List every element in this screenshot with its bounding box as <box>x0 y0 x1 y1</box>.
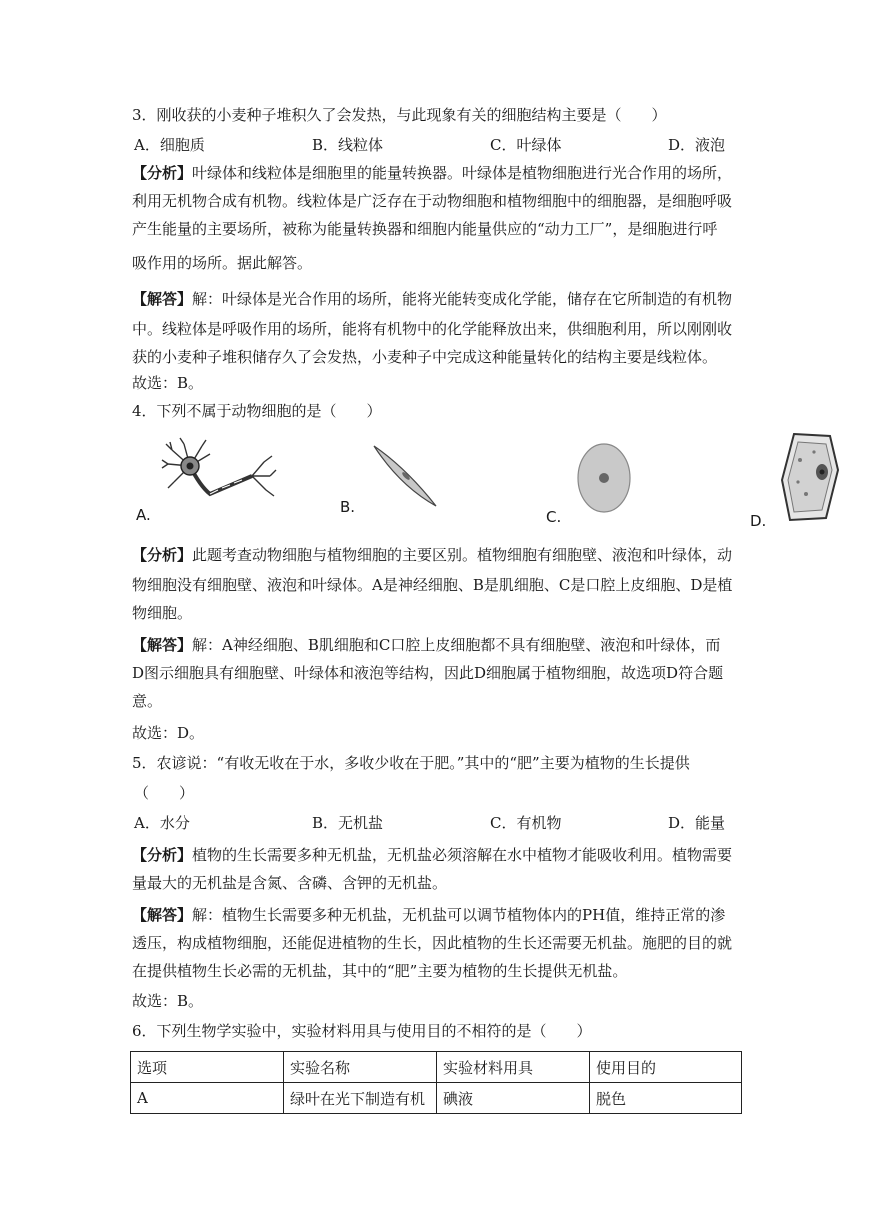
q3-analysis-line-3: 产生能量的主要场所，被称为能量转换器和细胞内能量供应的“动力工厂”，是细胞进行呼 <box>132 220 718 238</box>
q3-answer-line-3: 获的小麦种子堆积储存久了会发热，小麦种子中完成这种能量转化的结构主要是线粒体。 <box>132 348 718 366</box>
analysis-tag: 【分析】 <box>132 164 193 182</box>
muscle-cell-icon <box>370 442 440 512</box>
q4-stem: 4．下列不属于动物细胞的是（ ） <box>132 402 382 420</box>
q3-option-c: C．叶绿体 <box>490 136 562 154</box>
answer-tag: 【解答】 <box>132 636 193 654</box>
q5-answer-line-1: 【解答】解：植物生长需要多种无机盐，无机盐可以调节植物体内的PH值，维持正常的渗 <box>132 906 726 924</box>
q3-stem: 3．刚收获的小麦种子堆积久了会发热，与此现象有关的细胞结构主要是（ ） <box>132 106 667 124</box>
table-header-cell: 使用目的 <box>590 1052 742 1083</box>
oral-epithelial-cell-icon <box>574 440 634 516</box>
table-row <box>131 1083 742 1114</box>
q5-stem-continued: （ ） <box>134 784 195 802</box>
q5-answer-line-3: 在提供植物生长必需的无机盐，其中的“肥”主要为植物的生长提供无机盐。 <box>132 962 628 980</box>
q3-option-a: A．细胞质 <box>134 136 205 154</box>
q6-stem: 6．下列生物学实验中，实验材料用具与使用目的不相符的是（ ） <box>132 1022 592 1040</box>
q5-choice: 故选：B。 <box>132 992 204 1010</box>
analysis-tag: 【分析】 <box>132 846 193 864</box>
table-header-row <box>131 1052 742 1083</box>
q4-analysis-line-2: 物细胞没有细胞壁、液泡和叶绿体。A是神经细胞、B是肌细胞、C是口腔上皮细胞、D是植 <box>132 576 733 594</box>
q3-analysis-line-1: 【分析】叶绿体和线粒体是细胞里的能量转换器。叶绿体是植物细胞进行光合作用的场所， <box>132 164 733 182</box>
q3-choice: 故选：B。 <box>132 374 204 392</box>
q3-analysis-line-2: 利用无机物合成有机物。线粒体是广泛存在于动物细胞和植物细胞中的细胞器，是细胞呼吸 <box>132 192 733 210</box>
table-header-cell: 实验名称 <box>284 1052 437 1083</box>
q4-analysis-line-1: 【分析】此题考查动物细胞与植物细胞的主要区别。植物细胞有细胞壁、液泡和叶绿体，动 <box>132 546 733 564</box>
analysis-tag: 【分析】 <box>132 546 193 564</box>
neuron-icon <box>160 436 280 516</box>
table-cell: 绿叶在光下制造有机 <box>284 1083 437 1114</box>
q4-answer-line-2: D图示细胞具有细胞壁、叶绿体和液泡等结构，因此D细胞属于植物细胞，故选项D符合题 <box>132 664 724 682</box>
q5-option-d: D．能量 <box>668 814 726 832</box>
experiment-table <box>130 1051 742 1114</box>
table-cell: 碘液 <box>437 1083 590 1114</box>
q5-analysis-line-1: 【分析】植物的生长需要多种无机盐，无机盐必须溶解在水中植物才能吸收利用。植物需要 <box>132 846 733 864</box>
figure-label-c: C. <box>546 508 562 526</box>
answer-tag: 【解答】 <box>132 906 193 924</box>
table-cell: 脱色 <box>590 1083 742 1114</box>
q5-answer-line-2: 透压，构成植物细胞，还能促进植物的生长，因此植物的生长还需要无机盐。施肥的目的就 <box>132 934 733 952</box>
q5-analysis-line-2: 量最大的无机盐是含氮、含磷、含钾的无机盐。 <box>132 874 448 892</box>
figure-label-a: A. <box>136 506 151 524</box>
q4-choice: 故选：D。 <box>132 724 205 742</box>
q3-answer-line-2: 中。线粒体是呼吸作用的场所，能将有机物中的化学能释放出来，供细胞利用，所以刚刚收 <box>132 320 733 338</box>
q5-option-a: A．水分 <box>134 814 190 832</box>
q4-analysis-line-3: 物细胞。 <box>132 604 193 622</box>
q3-analysis-line-4: 吸作用的场所。据此解答。 <box>132 254 313 272</box>
q3-option-d: D．液泡 <box>668 136 726 154</box>
table-header-cell: 选项 <box>131 1052 284 1083</box>
plant-cell-icon <box>778 430 842 524</box>
q3-answer-line-1: 【解答】解：叶绿体是光合作用的场所，能将光能转变成化学能，储存在它所制造的有机物 <box>132 290 733 308</box>
q5-stem: 5．农谚说：“有收无收在于水，多收少收在于肥。”其中的“肥”主要为植物的生长提供 <box>132 754 690 772</box>
answer-tag: 【解答】 <box>132 290 193 308</box>
figure-label-d: D. <box>750 512 767 530</box>
table-cell: A <box>131 1083 284 1114</box>
table-header-cell: 实验材料用具 <box>437 1052 590 1083</box>
q4-answer-line-1: 【解答】解：A神经细胞、B肌细胞和C口腔上皮细胞都不具有细胞壁、液泡和叶绿体，而 <box>132 636 721 654</box>
figure-label-b: B. <box>340 498 356 516</box>
q4-answer-line-3: 意。 <box>132 692 163 710</box>
q5-option-b: B．无机盐 <box>312 814 384 832</box>
q5-option-c: C．有机物 <box>490 814 562 832</box>
q3-option-b: B．线粒体 <box>312 136 384 154</box>
